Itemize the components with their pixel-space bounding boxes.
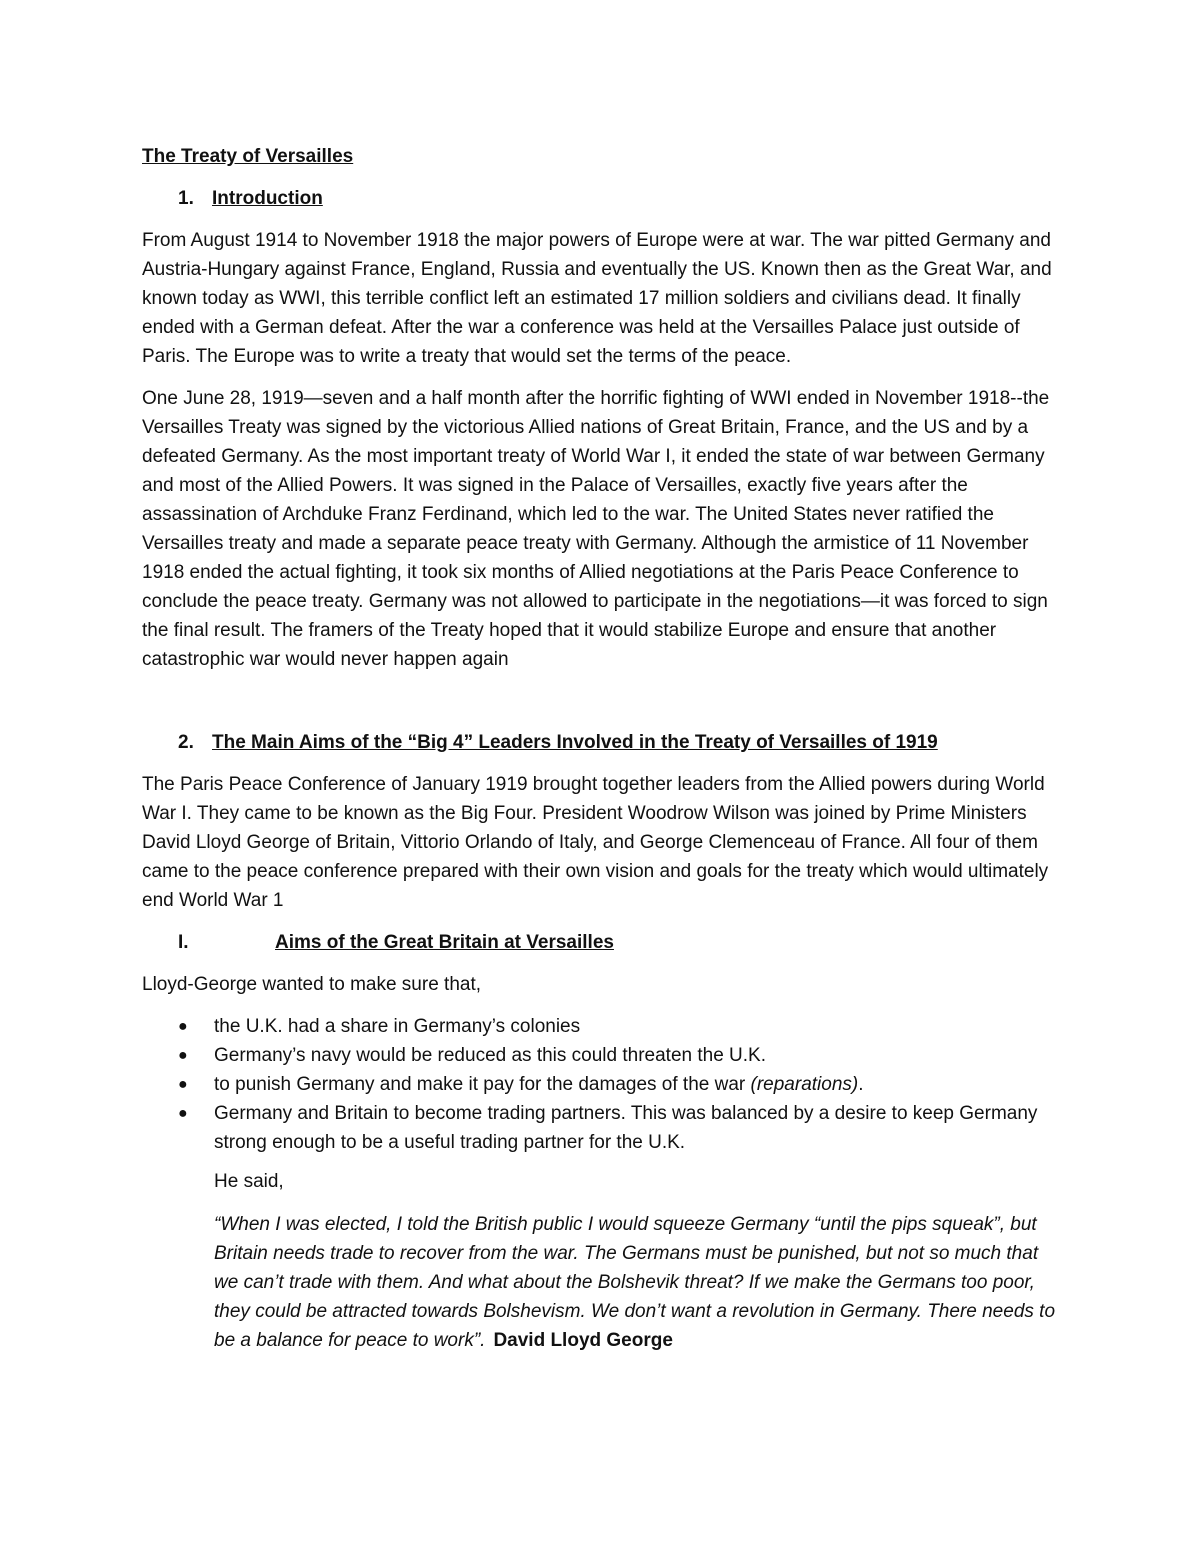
list-item-text: Germany and Britain to become trading partners. This was balanced by a desire to keep Germany strong enough to be a useful trading partner for the U.K. [214, 1103, 1038, 1153]
list-item-text: Germany’s navy would be reduced as this could threaten the U.K. [214, 1045, 767, 1066]
bullet-icon: ● [178, 1018, 188, 1035]
quote-block [142, 1210, 1062, 1355]
document-title: The Treaty of Versailles [142, 146, 354, 167]
section-number: 2. [178, 732, 194, 753]
list-item-emphasis: (reparations) [750, 1074, 859, 1095]
bullet-icon: ● [178, 1105, 188, 1122]
paragraph: From August 1914 to November 1918 the major powers of Europe were at war. The war pitted Germany and Austria-Hungary against France, England, Russia and eventually the US. Known then as the Great War, and known today as WWI, this terrible conflict left an estimated 17 million soldiers and civilians dead. It finally ended with a German defeat. After the war a conference was held at the Versailles Palace just outside of Paris. The Europe was to write a treaty that would set the terms of the peace. [142, 230, 1052, 367]
section-heading-big-four [142, 728, 1062, 757]
document-page [142, 142, 1062, 1355]
quote-text: “When I was elected, I told the British public I would squeeze Germany “until the pips squeak”, but Britain needs trade to recover from the war. The Germans must be punished, but not so much that we can’t trade with them. And what about the Bolshevik threat? If we make the Germans too poor, they could be attracted towards Bolshevism. We don’t want a revolution in Germany. There needs to be a balance for peace to work”. [214, 1214, 1056, 1351]
paragraph: One June 28, 1919—seven and a half month after the horrific fighting of WWI ended in November 1918--the Versailles Treaty was signed by the victorious Allied nations of Great Britain, France, and the US and by a defeated Germany. As the most important treaty of World War I, it ended the state of war between Germany and most of the Allied Powers. It was signed in the Palace of Versailles, exactly five years after the assassination of Archduke Franz Ferdinand, which led to the war. The United States never ratified the Versailles treaty and made a separate peace treaty with Germany. Although the armistice of 11 November 1918 ended the actual fighting, it took six months of Allied negotiations at the Paris Peace Conference to conclude the peace treaty. Germany was not allowed to participate in the negotiations—it was forced to sign the final result. The framers of the Treaty hoped that it would stabilize Europe and ensure that another catastrophic war would never happen again [142, 388, 1050, 670]
subsection-heading-great-britain [142, 928, 1062, 957]
subsection-title: Aims of the Great Britain at Versailles [275, 932, 614, 953]
quote-intro: He said, [214, 1171, 284, 1192]
bullet-icon: ● [178, 1076, 188, 1093]
list-item [142, 1041, 1062, 1070]
section-title: Introduction [212, 188, 323, 209]
list-item [142, 1012, 1062, 1041]
list-item [142, 1070, 1062, 1099]
bullet-icon: ● [178, 1047, 188, 1064]
section-heading-introduction [142, 184, 1062, 213]
section-title: The Main Aims of the “Big 4” Leaders Involved in the Treaty of Versailles of 1919 [212, 732, 938, 753]
section-number: 1. [178, 188, 194, 209]
quote-author: David Lloyd George [493, 1330, 673, 1351]
subsection-number: I. [178, 932, 189, 953]
paragraph: Lloyd-George wanted to make sure that, [142, 974, 482, 995]
paragraph: The Paris Peace Conference of January 1919 brought together leaders from the Allied powers during World War I. They came to be known as the Big Four. President Woodrow Wilson was joined by Prime Ministers David Lloyd George of Britain, Vittorio Orlando of Italy, and George Clemenceau of France. All four of them came to the peace conference prepared with their own vision and goals for the treaty which would ultimately end World War 1 [142, 774, 1049, 911]
list-item [142, 1099, 1062, 1157]
aims-list [142, 1012, 1062, 1157]
list-item-text: to punish Germany and make it pay for the damages of the war [214, 1074, 751, 1095]
list-item-punctuation: . [858, 1074, 864, 1095]
list-item-text: the U.K. had a share in Germany’s colonies [214, 1016, 581, 1037]
